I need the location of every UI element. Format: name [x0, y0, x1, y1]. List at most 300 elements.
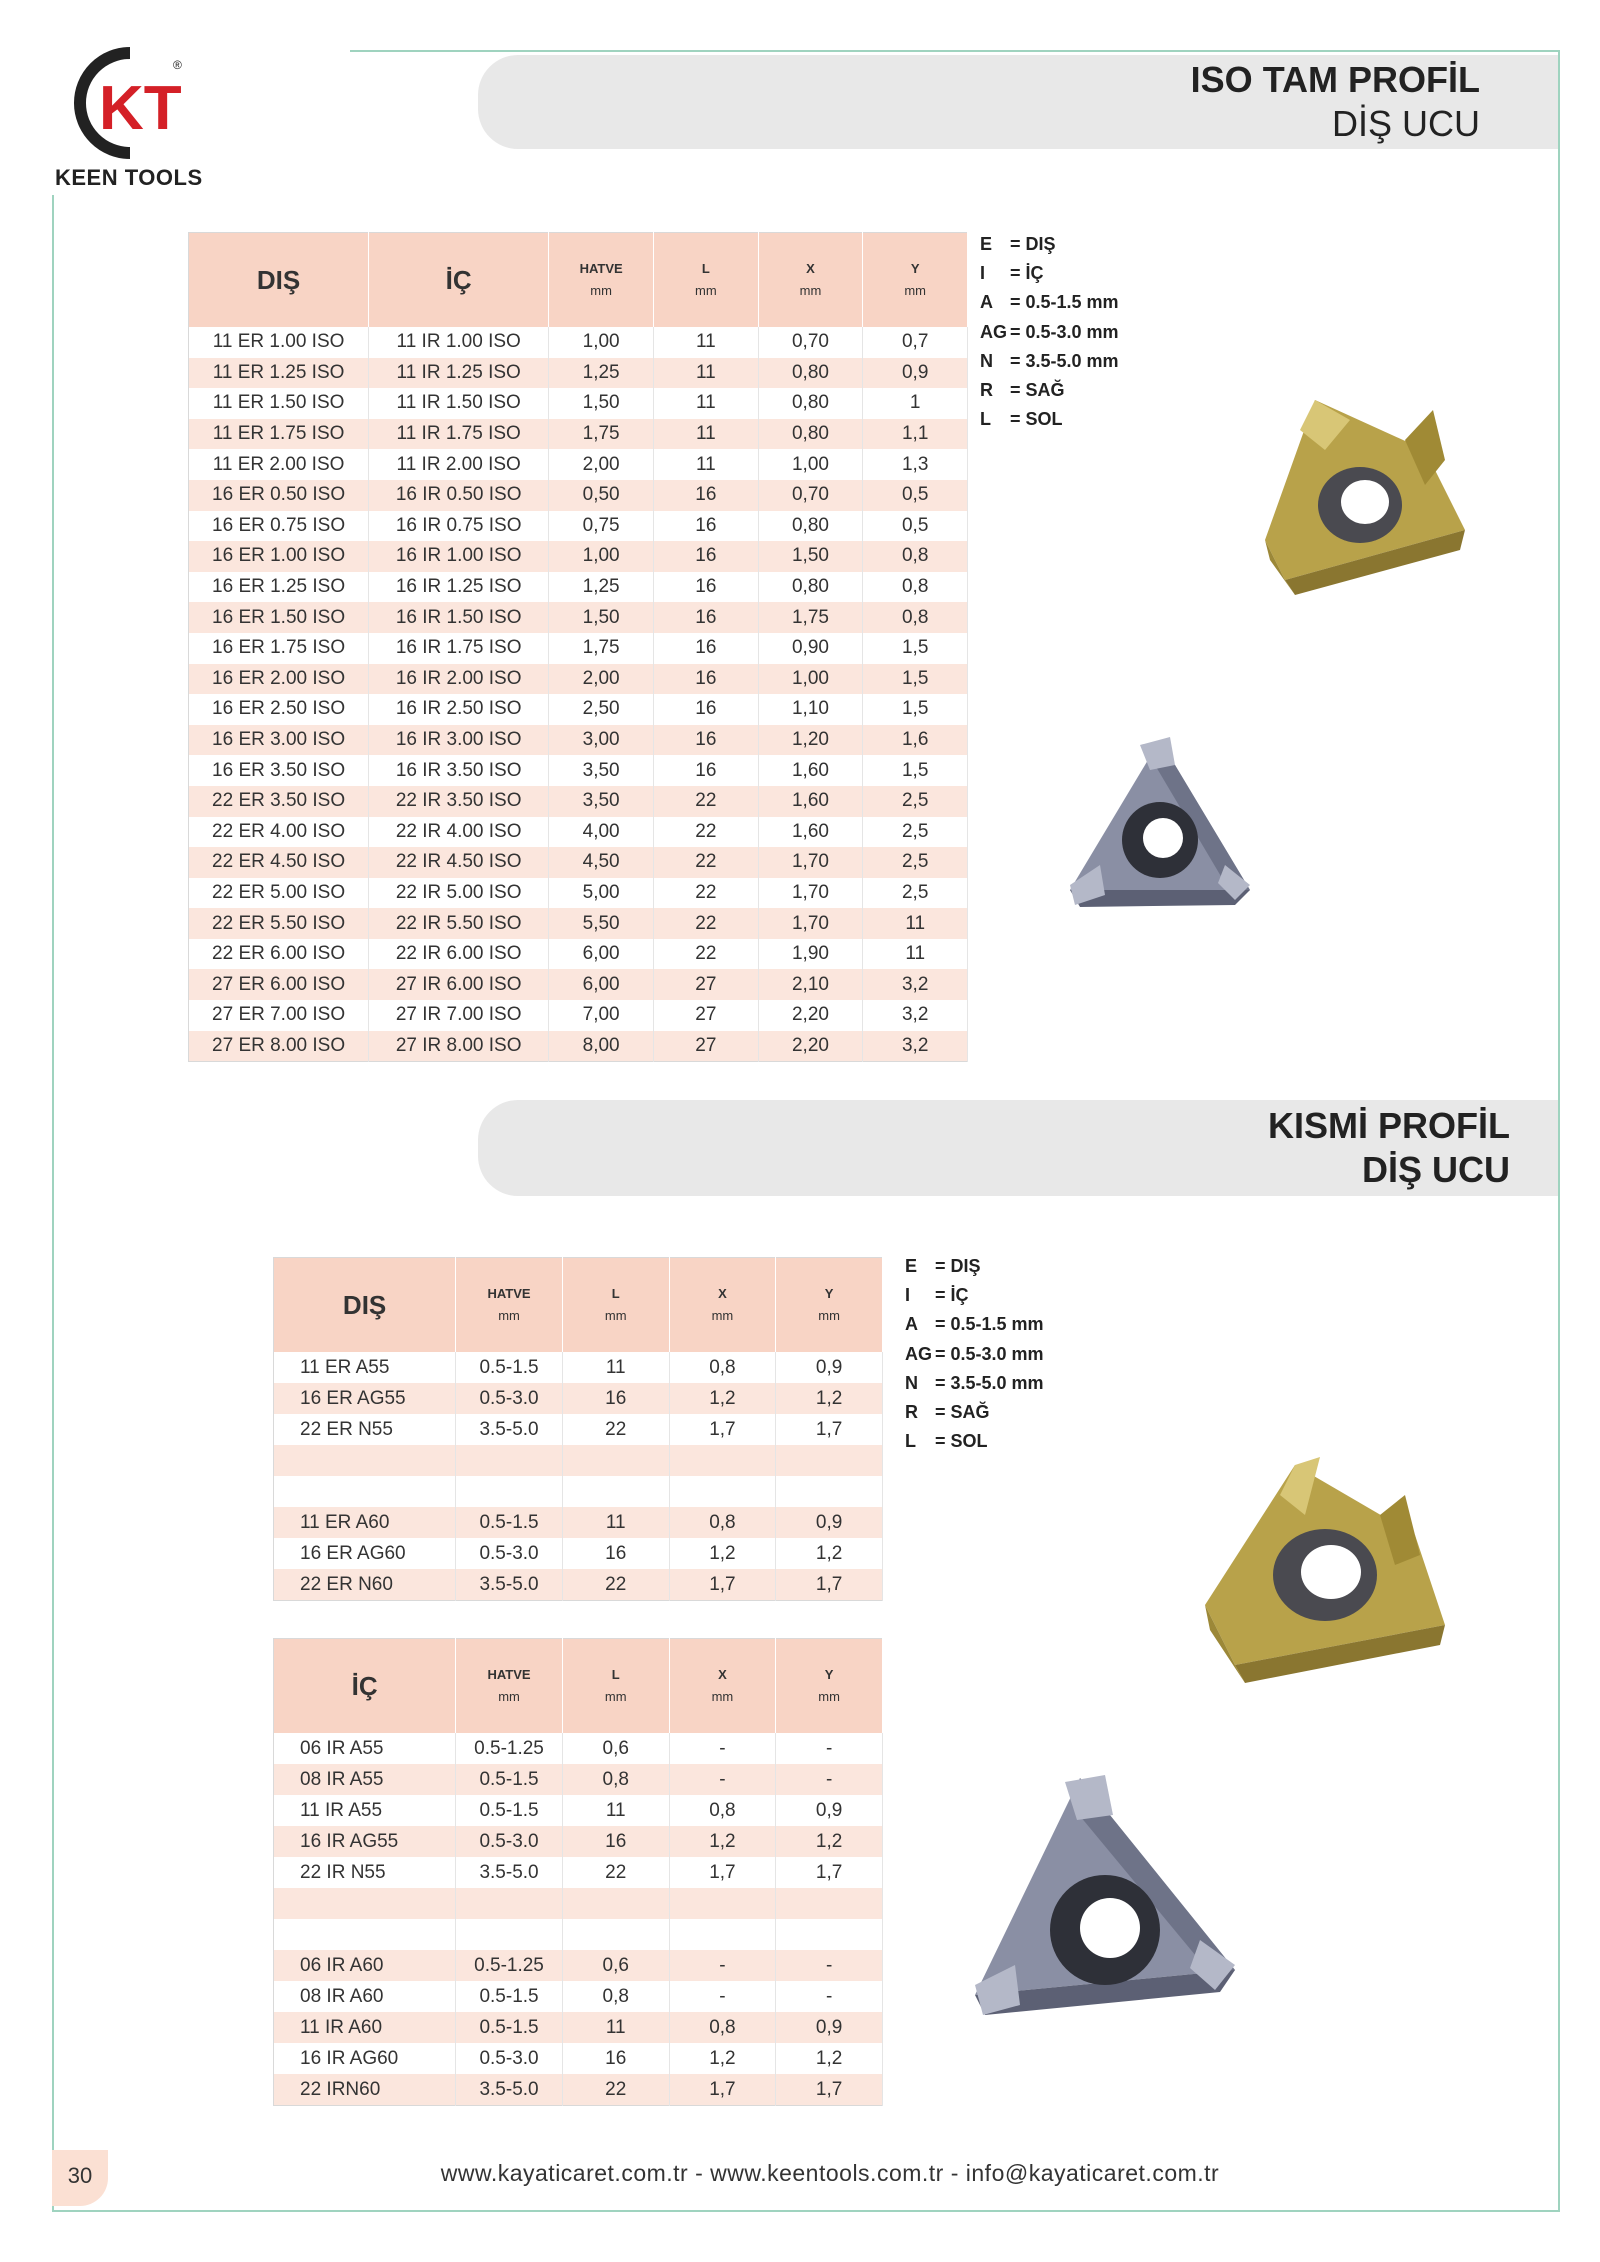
- table-row: [274, 1445, 883, 1476]
- partial-profile-external-table: [273, 1257, 883, 1601]
- table-cell: [776, 1888, 883, 1919]
- table-cell: [456, 1476, 563, 1507]
- table-cell: 16 IR 1.00 ISO: [369, 541, 549, 572]
- table-cell: 22 IR 5.00 ISO: [369, 878, 549, 909]
- table-cell: 6,00: [549, 969, 654, 1000]
- legend-key: A: [905, 1314, 918, 1335]
- legend-key: I: [905, 1285, 911, 1306]
- column-header: [669, 1258, 776, 1353]
- table-cell: 06 IR A60: [274, 1950, 456, 1981]
- table-cell: 1,60: [758, 786, 863, 817]
- table-cell: 22 ER 4.50 ISO: [189, 847, 369, 878]
- table-cell: 22 IR 6.00 ISO: [369, 939, 549, 970]
- table-cell: 16: [654, 725, 759, 756]
- table-cell: 1,60: [758, 755, 863, 786]
- table-cell: 08 IR A60: [274, 1981, 456, 2012]
- table-cell: 27: [654, 969, 759, 1000]
- column-header-label: X: [806, 261, 815, 276]
- table-cell: 11 IR 1.50 ISO: [369, 388, 549, 419]
- table-cell: [274, 1919, 456, 1950]
- table-cell: 0.5-1.5: [456, 1352, 563, 1383]
- table-cell: 0,6: [562, 1733, 669, 1764]
- table-cell: 22: [654, 817, 759, 848]
- legend-key: N: [905, 1372, 918, 1393]
- legend-item: [905, 1427, 1044, 1456]
- table-cell: 27 IR 7.00 ISO: [369, 1000, 549, 1031]
- table-row: [189, 969, 968, 1000]
- table-cell: -: [669, 1981, 776, 2012]
- table-cell: 2,5: [863, 786, 968, 817]
- table-cell: [562, 1919, 669, 1950]
- table-cell: 11 ER 1.50 ISO: [189, 388, 369, 419]
- table-cell: 5,50: [549, 908, 654, 939]
- table-cell: -: [776, 1950, 883, 1981]
- table-cell: 1,5: [863, 664, 968, 695]
- legend-value: = 0.5-3.0 mm: [1010, 321, 1119, 342]
- table-cell: [669, 1476, 776, 1507]
- table-cell: 22 ER 3.50 ISO: [189, 786, 369, 817]
- legend-value: = İÇ: [935, 1285, 969, 1306]
- legend-value: = SOL: [1010, 409, 1063, 430]
- table-row: [274, 1764, 883, 1795]
- legend-value: = SAĞ: [935, 1402, 990, 1423]
- legend-1: [980, 230, 1119, 434]
- table-cell: 22: [654, 939, 759, 970]
- column-header-unit: mm: [590, 283, 612, 298]
- table-cell: 1,2: [776, 1826, 883, 1857]
- column-header-unit: mm: [695, 283, 717, 298]
- column-header-label: Y: [824, 1667, 834, 1682]
- table-cell: 0.5-1.5: [456, 1795, 563, 1826]
- table-cell: 16: [654, 694, 759, 725]
- table-cell: 2,10: [758, 969, 863, 1000]
- table-cell: 0,8: [863, 602, 968, 633]
- table-cell: 27: [654, 1031, 759, 1062]
- table-row: [189, 817, 968, 848]
- table-cell: 1,50: [549, 602, 654, 633]
- table-cell: 11: [562, 1507, 669, 1538]
- table-cell: 2,5: [863, 878, 968, 909]
- table-cell: 2,50: [549, 694, 654, 725]
- table-cell: 22: [654, 908, 759, 939]
- table-cell: [456, 1445, 563, 1476]
- table-cell: 0.5-1.5: [456, 2012, 563, 2043]
- table-row: [189, 602, 968, 633]
- table-row: [274, 1538, 883, 1569]
- table-cell: 11 ER A60: [274, 1507, 456, 1538]
- section-2-title-line2: DİŞ UCU: [1361, 1149, 1510, 1190]
- table-cell: 0,7: [863, 327, 968, 358]
- legend-value: = 0.5-3.0 mm: [935, 1343, 1044, 1364]
- table-cell: 1,00: [549, 541, 654, 572]
- table-cell: 22 IRN60: [274, 2074, 456, 2106]
- table-cell: 22 IR 3.50 ISO: [369, 786, 549, 817]
- column-header: [669, 1639, 776, 1734]
- table-cell: 0,80: [758, 388, 863, 419]
- table-cell: 1,00: [549, 327, 654, 358]
- legend-item: [905, 1398, 1044, 1427]
- column-header-unit: mm: [818, 1308, 840, 1323]
- table-cell: 16: [562, 1383, 669, 1414]
- table-cell: 0.5-1.5: [456, 1507, 563, 1538]
- table-row: [274, 1507, 883, 1538]
- table-cell: 11 IR 1.00 ISO: [369, 327, 549, 358]
- table-cell: 11 IR 1.75 ISO: [369, 419, 549, 450]
- legend-value: = 3.5-5.0 mm: [935, 1372, 1044, 1393]
- table-cell: 1,7: [776, 1414, 883, 1445]
- table-cell: [562, 1888, 669, 1919]
- frame-right-line: [1558, 50, 1560, 2210]
- table-cell: 0,50: [549, 480, 654, 511]
- table-cell: 3.5-5.0: [456, 1414, 563, 1445]
- column-header: [863, 233, 968, 328]
- legend-item: [980, 259, 1119, 288]
- table-cell: 3,00: [549, 725, 654, 756]
- section-1-title-line2: DİŞ UCU: [1331, 103, 1480, 144]
- legend-value: = 3.5-5.0 mm: [1010, 350, 1119, 371]
- table-cell: 1,25: [549, 572, 654, 603]
- table-cell: 16: [654, 572, 759, 603]
- section-2-title: [1268, 1104, 1510, 1192]
- table-cell: 1,5: [863, 694, 968, 725]
- table-row: [189, 480, 968, 511]
- table-row: [189, 725, 968, 756]
- column-header: [456, 1258, 563, 1353]
- table-cell: 16 IR 1.75 ISO: [369, 633, 549, 664]
- table-cell: [776, 1919, 883, 1950]
- legend-item: [980, 347, 1119, 376]
- legend-key: A: [980, 292, 993, 313]
- table-row: [189, 358, 968, 389]
- table-cell: [456, 1888, 563, 1919]
- column-header-label: L: [611, 1667, 620, 1682]
- table-cell: 0.5-1.25: [456, 1733, 563, 1764]
- table-cell: 1,70: [758, 878, 863, 909]
- legend-item: [980, 288, 1119, 317]
- column-header: [776, 1258, 883, 1353]
- legend-key: E: [905, 1256, 918, 1276]
- column-header: [562, 1258, 669, 1353]
- column-header-label: İÇ: [445, 264, 472, 295]
- table-cell: 1,5: [863, 755, 968, 786]
- table-cell: 0,5: [863, 511, 968, 542]
- table-cell: 6,00: [549, 939, 654, 970]
- table-cell: 0,8: [669, 1507, 776, 1538]
- table-cell: 11: [654, 419, 759, 450]
- table-cell: 0,5: [863, 480, 968, 511]
- table-cell: 3,2: [863, 969, 968, 1000]
- registered-mark: ®: [173, 58, 182, 72]
- legend-key: N: [980, 350, 993, 371]
- column-header-unit: mm: [604, 1308, 627, 1323]
- table-cell: 3,50: [549, 755, 654, 786]
- column-header-label: Y: [910, 261, 920, 276]
- table-cell: 16 ER 2.00 ISO: [189, 664, 369, 695]
- table-row: [189, 847, 968, 878]
- column-header-unit: mm: [711, 1689, 734, 1704]
- table-cell: 1,50: [758, 541, 863, 572]
- table-cell: 16 IR 2.00 ISO: [369, 664, 549, 695]
- table-cell: 16: [562, 2043, 669, 2074]
- legend-item: [980, 405, 1119, 434]
- table-cell: 3,2: [863, 1000, 968, 1031]
- table-cell: 11 ER 1.75 ISO: [189, 419, 369, 450]
- table-cell: 27 ER 6.00 ISO: [189, 969, 369, 1000]
- column-header: [274, 1639, 456, 1734]
- table-cell: 08 IR A55: [274, 1764, 456, 1795]
- table-cell: 1,7: [776, 2074, 883, 2106]
- table-cell: 0,80: [758, 572, 863, 603]
- table-cell: 1,7: [776, 1857, 883, 1888]
- partial-profile-internal-table: [273, 1638, 883, 2106]
- table-cell: 22: [562, 1857, 669, 1888]
- legend-value: = SOL: [935, 1431, 988, 1452]
- table-cell: 16 ER 2.50 ISO: [189, 694, 369, 725]
- table-cell: 16 IR 1.50 ISO: [369, 602, 549, 633]
- table-cell: 11 ER 2.00 ISO: [189, 449, 369, 480]
- table-row: [189, 878, 968, 909]
- table-cell: 11: [863, 939, 968, 970]
- table-cell: 1,7: [669, 1857, 776, 1888]
- table-cell: 11 ER 1.00 ISO: [189, 327, 369, 358]
- table-cell: [456, 1919, 563, 1950]
- column-header-label: X: [718, 1286, 727, 1301]
- table-cell: 0,80: [758, 511, 863, 542]
- column-header-label: HATVE: [579, 261, 623, 276]
- table-cell: 3.5-5.0: [456, 1569, 563, 1601]
- table-row: [274, 2074, 883, 2106]
- legend-value: = 0.5-1.5 mm: [935, 1314, 1044, 1335]
- legend-value: = 0.5-1.5 mm: [1010, 292, 1119, 313]
- table-cell: 16: [654, 480, 759, 511]
- table-cell: 16: [654, 755, 759, 786]
- table-cell: 2,20: [758, 1000, 863, 1031]
- legend-value: = İÇ: [1010, 263, 1044, 284]
- table-cell: 1,00: [758, 664, 863, 695]
- silver-insert-icon: [1060, 735, 1260, 915]
- table-cell: 11 IR A60: [274, 2012, 456, 2043]
- legend-item: [905, 1252, 1044, 1281]
- column-header: [549, 233, 654, 328]
- frame-left-line: [52, 195, 54, 2210]
- table-row: [189, 541, 968, 572]
- table-cell: 16 ER 1.00 ISO: [189, 541, 369, 572]
- table-cell: 0,9: [776, 1507, 883, 1538]
- table-cell: 16 ER 1.25 ISO: [189, 572, 369, 603]
- legend-key: E: [980, 234, 993, 254]
- table-cell: 1,1: [863, 419, 968, 450]
- table-row: [189, 1000, 968, 1031]
- table-cell: 0,8: [863, 572, 968, 603]
- table-cell: 0.5-3.0: [456, 1538, 563, 1569]
- legend-item: [905, 1281, 1044, 1310]
- table-cell: [669, 1445, 776, 1476]
- legend-item: [980, 230, 1119, 259]
- legend-item: [905, 1340, 1044, 1369]
- silver-insert-icon: [965, 1770, 1245, 2030]
- table-cell: 0,8: [863, 541, 968, 572]
- table-cell: -: [776, 1764, 883, 1795]
- table-cell: 0,80: [758, 419, 863, 450]
- table-cell: 3,50: [549, 786, 654, 817]
- table-cell: 1,75: [549, 419, 654, 450]
- legend-key: I: [980, 263, 986, 284]
- table-cell: 16 IR 3.50 ISO: [369, 755, 549, 786]
- footer-contact: [0, 2160, 1600, 2187]
- column-header: [758, 233, 863, 328]
- table-cell: 1,50: [549, 388, 654, 419]
- table-cell: 0,70: [758, 480, 863, 511]
- table-cell: [776, 1476, 883, 1507]
- table-cell: 22: [654, 878, 759, 909]
- table-cell: 4,00: [549, 817, 654, 848]
- table-cell: 0.5-3.0: [456, 2043, 563, 2074]
- page-number: 30: [52, 2150, 108, 2206]
- column-header-label: HATVE: [487, 1286, 531, 1301]
- table-cell: 1,2: [776, 2043, 883, 2074]
- table-row: [189, 786, 968, 817]
- table-cell: [274, 1445, 456, 1476]
- table-cell: [562, 1476, 669, 1507]
- table-cell: 16: [654, 511, 759, 542]
- table-cell: 22 ER 4.00 ISO: [189, 817, 369, 848]
- section-1-banner: [478, 55, 1558, 149]
- table-row: [189, 511, 968, 542]
- table-cell: 27: [654, 1000, 759, 1031]
- table-cell: 7,00: [549, 1000, 654, 1031]
- table-cell: 11: [654, 449, 759, 480]
- table-cell: 22: [562, 1569, 669, 1601]
- table-cell: 0.5-3.0: [456, 1383, 563, 1414]
- table-cell: 16 ER 1.50 ISO: [189, 602, 369, 633]
- frame-top-line: [350, 50, 1560, 52]
- table-cell: 11: [654, 358, 759, 389]
- table-row: [274, 1888, 883, 1919]
- table-cell: [776, 1445, 883, 1476]
- table-cell: 0,70: [758, 327, 863, 358]
- table-cell: 0,6: [562, 1950, 669, 1981]
- column-header-label: İÇ: [351, 1670, 378, 1701]
- table-cell: 1,00: [758, 449, 863, 480]
- table-cell: 16 IR 2.50 ISO: [369, 694, 549, 725]
- table-row: [189, 449, 968, 480]
- table-cell: 3.5-5.0: [456, 1857, 563, 1888]
- table-row: [274, 1981, 883, 2012]
- legend-key: AG: [905, 1343, 932, 1364]
- table-cell: 16 ER 0.50 ISO: [189, 480, 369, 511]
- table-cell: 22 IR N55: [274, 1857, 456, 1888]
- column-header-label: HATVE: [487, 1667, 531, 1682]
- table-cell: 0,9: [776, 1352, 883, 1383]
- table-cell: 22: [562, 1414, 669, 1445]
- table-cell: 1,7: [669, 2074, 776, 2106]
- table-cell: 1,7: [669, 1569, 776, 1601]
- column-header: [274, 1258, 456, 1353]
- table-row: [274, 1795, 883, 1826]
- table-cell: 11: [562, 1795, 669, 1826]
- table-cell: 1,75: [549, 633, 654, 664]
- table-cell: 1,75: [758, 602, 863, 633]
- table-cell: 1: [863, 388, 968, 419]
- table-cell: 11 IR A55: [274, 1795, 456, 1826]
- table-cell: 1,7: [669, 1414, 776, 1445]
- table-cell: -: [669, 1733, 776, 1764]
- table-cell: 1,10: [758, 694, 863, 725]
- table-cell: -: [669, 1950, 776, 1981]
- table-row: [274, 1919, 883, 1950]
- column-header: [456, 1639, 563, 1734]
- column-header-label: DIŞ: [342, 1289, 387, 1320]
- column-header: [654, 233, 759, 328]
- keen-tools-logo: [55, 45, 205, 195]
- table-cell: 22 ER 5.50 ISO: [189, 908, 369, 939]
- legend-key: L: [905, 1431, 916, 1452]
- table-cell: 2,00: [549, 449, 654, 480]
- column-header-unit: mm: [799, 283, 822, 298]
- table-cell: 0,75: [549, 511, 654, 542]
- table-cell: 0,8: [669, 2012, 776, 2043]
- table-cell: 16: [562, 1826, 669, 1857]
- legend-item: [905, 1369, 1044, 1398]
- column-header-label: L: [611, 1286, 620, 1301]
- footer-contact-text: www.kayaticaret.com.tr - www.keentools.com.tr - info@kayaticaret.com.tr: [440, 2160, 1220, 2186]
- table-cell: 1,2: [669, 1538, 776, 1569]
- table-cell: 27 ER 8.00 ISO: [189, 1031, 369, 1062]
- table-cell: 1,70: [758, 908, 863, 939]
- column-header-unit: mm: [498, 1308, 520, 1323]
- section-2-banner: [478, 1100, 1558, 1196]
- column-header: [562, 1639, 669, 1734]
- logo-text: KEEN TOOLS: [55, 165, 203, 190]
- table-cell: 16 ER 3.00 ISO: [189, 725, 369, 756]
- table-cell: -: [776, 1981, 883, 2012]
- column-header-unit: mm: [818, 1689, 840, 1704]
- table-cell: 06 IR A55: [274, 1733, 456, 1764]
- table-row: [189, 572, 968, 603]
- table-cell: 2,20: [758, 1031, 863, 1062]
- table-cell: 0,8: [669, 1795, 776, 1826]
- table-cell: 22: [654, 847, 759, 878]
- table-cell: [274, 1476, 456, 1507]
- table-cell: 0,9: [863, 358, 968, 389]
- legend-2: [905, 1252, 1044, 1456]
- table-cell: 16 IR 1.25 ISO: [369, 572, 549, 603]
- table-row: [189, 664, 968, 695]
- table-cell: 22 ER 6.00 ISO: [189, 939, 369, 970]
- table-cell: 0,9: [776, 1795, 883, 1826]
- table-cell: 16: [654, 602, 759, 633]
- table-row: [274, 1826, 883, 1857]
- table-cell: 16 ER AG60: [274, 1538, 456, 1569]
- table-row: [189, 327, 968, 358]
- table-cell: 11 IR 2.00 ISO: [369, 449, 549, 480]
- table-cell: 16 ER 0.75 ISO: [189, 511, 369, 542]
- table-cell: 0,8: [562, 1764, 669, 1795]
- table-row: [189, 694, 968, 725]
- table-cell: 1,2: [669, 1826, 776, 1857]
- legend-item: [980, 376, 1119, 405]
- table-cell: 22: [654, 786, 759, 817]
- column-header: [776, 1639, 883, 1734]
- table-cell: 11: [562, 1352, 669, 1383]
- table-cell: 1,2: [669, 1383, 776, 1414]
- section-1-title: [1191, 58, 1480, 146]
- table-row: [189, 419, 968, 450]
- table-cell: 16 ER 1.75 ISO: [189, 633, 369, 664]
- table-cell: 1,3: [863, 449, 968, 480]
- column-header-unit: mm: [498, 1689, 520, 1704]
- table-cell: 11 ER A55: [274, 1352, 456, 1383]
